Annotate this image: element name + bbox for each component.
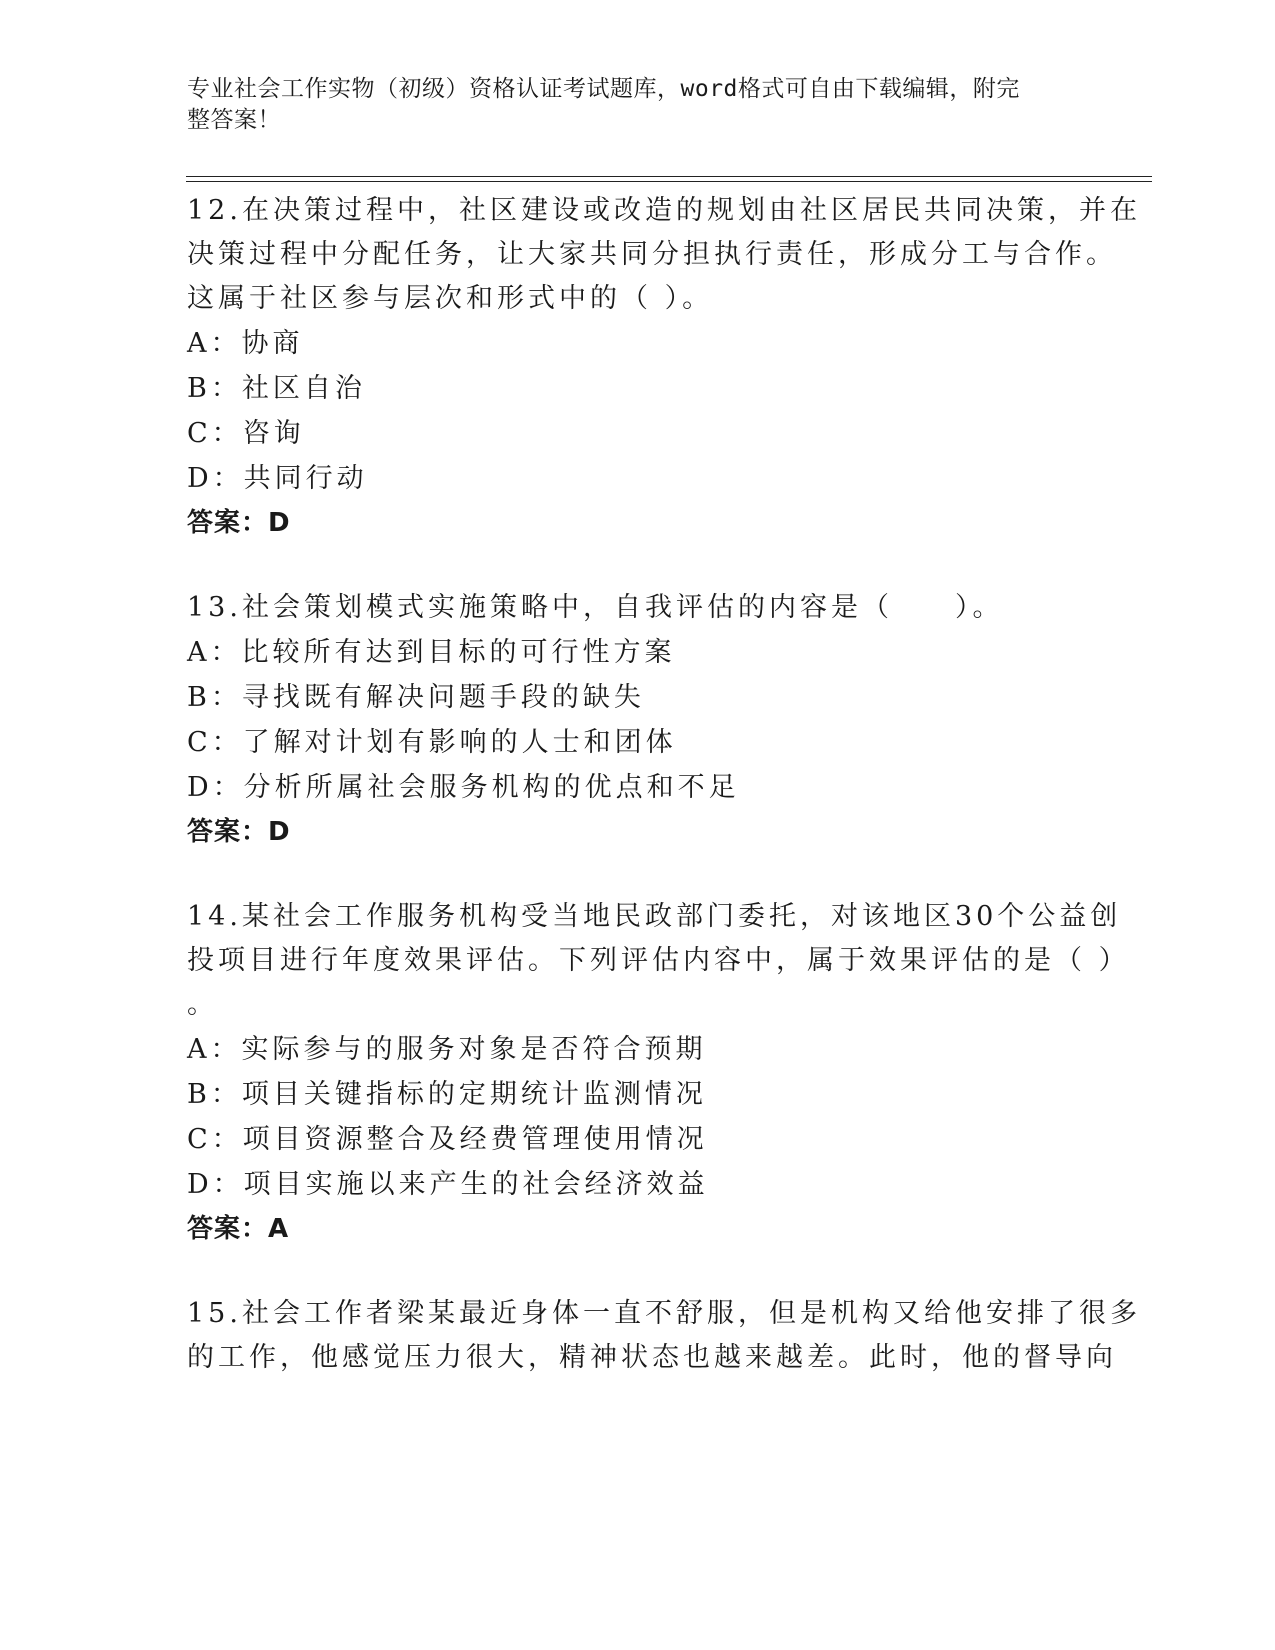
question-stem-line: 。	[187, 989, 218, 1020]
question-stem-line: 13.社会策划模式实施策略中，自我评估的内容是（ ）。	[187, 592, 1004, 623]
question-stem-line: 12.在决策过程中，社区建设或改造的规划由社区居民共同决策，并在	[187, 195, 1141, 226]
option-d: D：项目实施以来产生的社会经济效益	[187, 1169, 709, 1200]
page-header	[187, 74, 1067, 136]
option-d: D：分析所属社会服务机构的优点和不足	[187, 772, 740, 803]
question-14	[187, 895, 1130, 1252]
header-line-2: 整答案！	[187, 107, 281, 133]
option-d: D：共同行动	[187, 463, 368, 494]
option-b: B：项目关键指标的定期统计监测情况	[187, 1079, 707, 1110]
question-stem-line: 这属于社区参与层次和形式中的（ ）。	[187, 283, 714, 314]
option-c: C：了解对计划有影响的人士和团体	[187, 727, 677, 758]
option-b: B：社区自治	[187, 373, 366, 404]
option-c: C：咨询	[187, 418, 305, 449]
header-rule-top	[186, 176, 1152, 177]
answer-label: 答案：D	[187, 817, 291, 847]
spacer	[187, 855, 1087, 895]
question-stem-line: 投项目进行年度效果评估。下列评估内容中，属于效果评估的是（ ）	[187, 945, 1130, 976]
option-a: A：协商	[187, 328, 304, 359]
option-b: B：寻找既有解决问题手段的缺失	[187, 682, 645, 713]
option-a: A：比较所有达到目标的可行性方案	[187, 637, 676, 668]
question-13	[187, 586, 1087, 855]
question-list	[187, 189, 1141, 1380]
spacer	[187, 1252, 1087, 1292]
option-c: C：项目资源整合及经费管理使用情况	[187, 1124, 708, 1155]
question-15	[187, 1292, 1141, 1380]
question-stem-line: 14.某社会工作服务机构受当地民政部门委托，对该地区30个公益创	[187, 901, 1122, 932]
header-line-1: 专业社会工作实物（初级）资格认证考试题库，word格式可自由下载编辑，附完	[187, 76, 1020, 102]
question-stem-line: 的工作，他感觉压力很大，精神状态也越来越差。此时，他的督导向	[187, 1342, 1117, 1373]
question-stem-line: 决策过程中分配任务，让大家共同分担执行责任，形成分工与合作。	[187, 239, 1117, 270]
answer-label: 答案：D	[187, 508, 291, 538]
answer-label: 答案：A	[187, 1214, 290, 1244]
question-12	[187, 189, 1141, 546]
header-rule-bottom	[186, 181, 1152, 182]
question-stem-line: 15.社会工作者梁某最近身体一直不舒服，但是机构又给他安排了很多	[187, 1298, 1141, 1329]
option-a: A：实际参与的服务对象是否符合预期	[187, 1034, 707, 1065]
spacer	[187, 546, 1087, 586]
